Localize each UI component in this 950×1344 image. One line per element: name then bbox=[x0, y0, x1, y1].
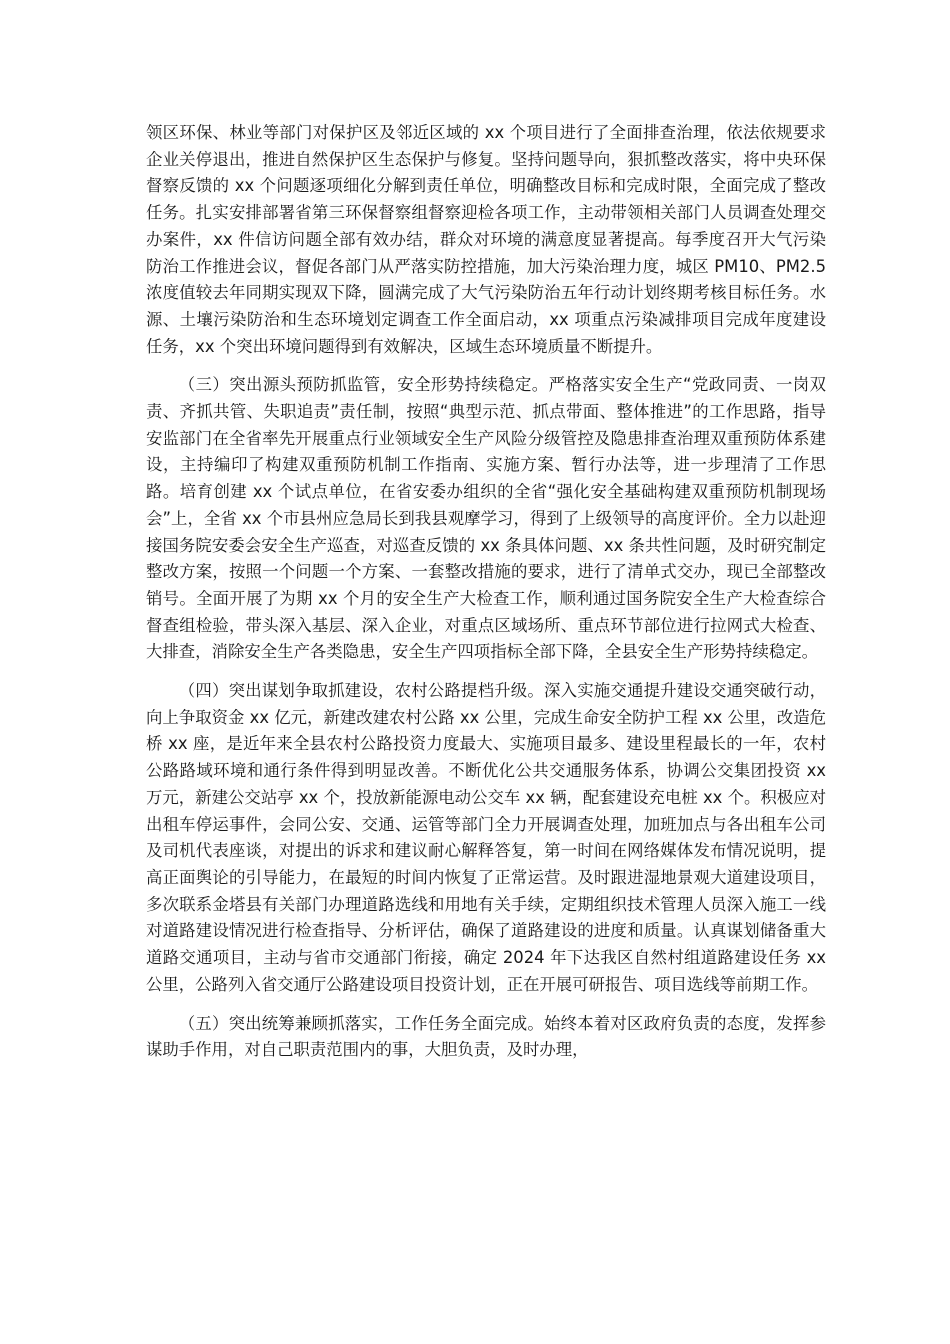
paragraph-safety-supervision: （三）突出源头预防抓监管，安全形势持续稳定。严格落实安全生产“党政同责、一岗双责、齐抓共管、失职追责”责任制，按照“典型示范、抓点带面、整体推进”的工作思路，指导安监部门在全省率先开展重点行业领域安全生产风险分级管控及隐患排查治理双重预防体系建设，主持编印了构建双重预防机制工作指南、实施方案、暂行办法等，进一步理清了工作思路。培育创建 xx 个试点单位，在省安委办组织的全省“强化安全基础构建双重预防机制现场会”上，全省 xx 个市县州应急局长到我县观摩学习，得到了上级领导的高度评价。全力以赴迎接国务院安委会安全生产巡查，对巡查反馈的 xx 条具体问题、xx 条共性问题，及时研究制定整改方案，按照一个问题一个方案、一套整改措施的要求，进行了清单式交办，现已全部整改销号。全面开展了为期 xx 个月的安全生产大检查工作，顺利通过国务院安全生产大检查综合督查组检验，带头深入基层、深入企业，对重点区域场所、重点环节部位进行拉网式大检查、大排查，消除安全生产各类隐患，安全生产四项指标全部下降，全县安全生产形势持续稳定。 bbox=[146, 375, 826, 662]
document-page bbox=[146, 120, 826, 1076]
paragraph-environment: 领区环保、林业等部门对保护区及邻近区域的 xx 个项目进行了全面排查治理，依法依规要求企业关停退出，推进自然保护区生态保护与修复。坚持问题导向，狠抓整改落实，将中央环保督察反馈的 xx 个问题逐项细化分解到责任单位，明确整改目标和完成时限，全面完成了整改任务。扎实安排部署省第三环保督察组督察迎检各项工作，主动带领相关部门人员调查处理交办案件，xx 件信访问题全部有效办结，群众对环境的满意度显著提高。每季度召开大气污染防治工作推进会议，督促各部门从严落实防控措施，加大污染治理力度，城区 PM10、PM2.5 浓度值较去年同期实现双下降，圆满完成了大气污染防治五年行动计划终期考核目标任务。水源、土壤污染防治和生态环境划定调查工作全面启动，xx 项重点污染减排项目完成年度建设任务，xx 个突出环境问题得到有效解决，区域生态环境质量不断提升。 bbox=[146, 123, 826, 356]
paragraph-rural-roads: （四）突出谋划争取抓建设，农村公路提档升级。深入实施交通提升建设交通突破行动，向上争取资金 xx 亿元，新建改建农村公路 xx 公里，完成生命安全防护工程 xx 公里，改造危桥 xx 座，是近年来全县农村公路投资力度最大、实施项目最多、建设里程最长的一年，农村公路路域环境和通行条件得到明显改善。不断优化公共交通服务体系，协调公交集团投资 xx 万元，新建公交站亭 xx 个，投放新能源电动公交车 xx 辆，配套建设充电桩 xx 个。积极应对出租车停运事件，会同公安、交通、运管等部门全力开展调查处理，加班加点与各出租车公司及司机代表座谈，对提出的诉求和建议耐心解释答复，第一时间在网络媒体发布情况说明，提高正面舆论的引导能力，在最短的时间内恢复了正常运营。及时跟进湿地景观大道建设项目，多次联系金塔县有关部门办理道路选线和用地有关手续，定期组织技术管理人员深入施工一线对道路建设情况进行检查指导、分析评估，确保了道路建设的进度和质量。认真谋划储备重大道路交通项目，主动与省市交通部门衔接，确定 2024 年下达我区自然村组道路建设任务 xx 公里，公路列入省交通厅公路建设项目投资计划，正在开展可研报告、项目选线等前期工作。 bbox=[146, 681, 826, 994]
paragraph-task-completion: （五）突出统筹兼顾抓落实，工作任务全面完成。始终本着对区政府负责的态度，发挥参谋助手作用，对自己职责范围内的事，大胆负责，及时办理， bbox=[146, 1013, 826, 1060]
